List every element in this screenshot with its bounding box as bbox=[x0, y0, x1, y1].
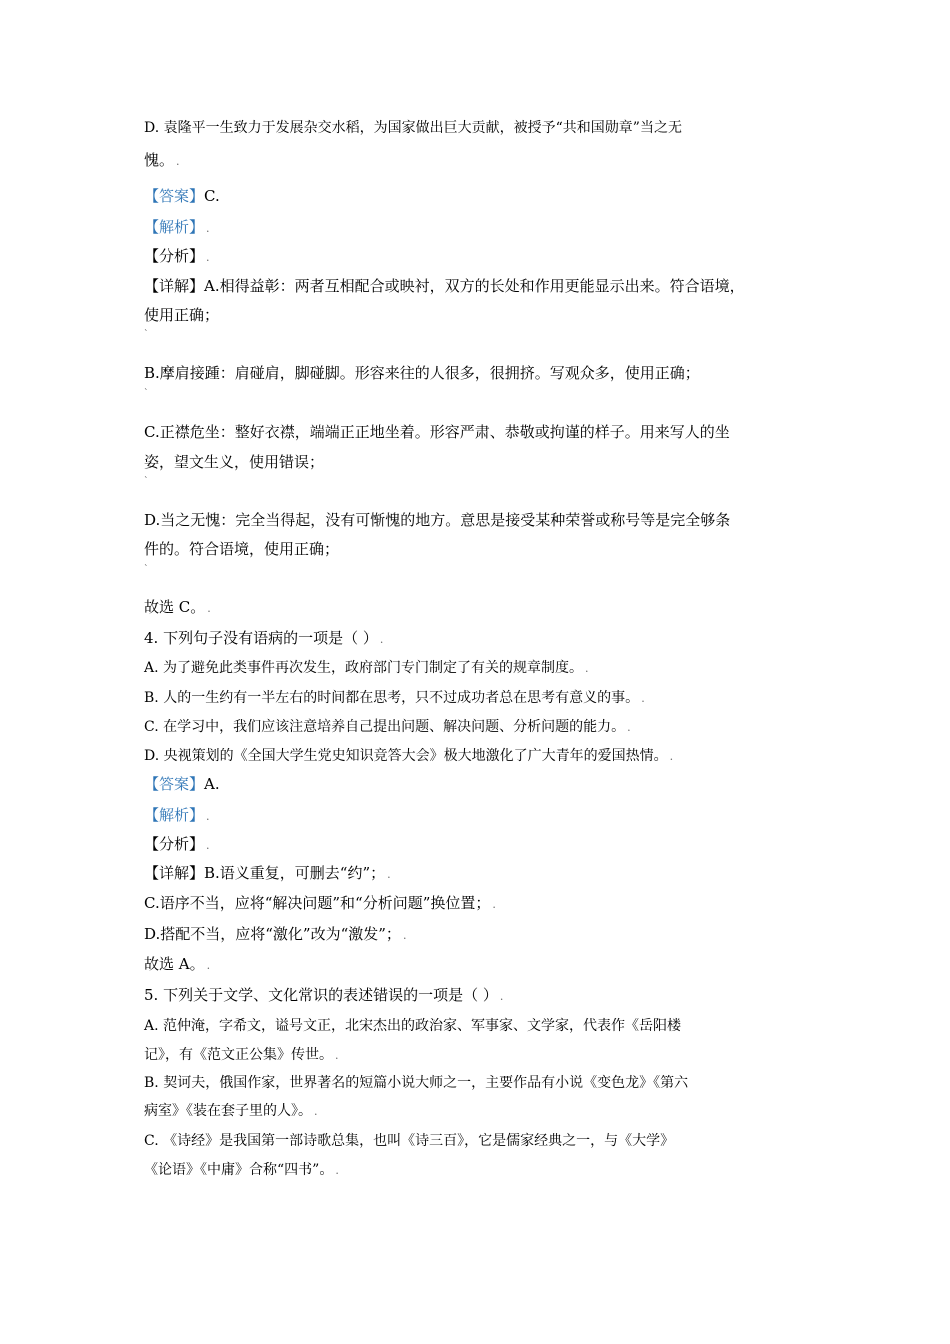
analysis-tag: 【解析】 bbox=[144, 806, 205, 824]
paragraph-mark: . bbox=[206, 959, 211, 972]
line-tick: ` bbox=[144, 330, 149, 340]
q4-option-c: C. 在学习中，我们应该注意培养自己提出问题、解决问题、分析问题的能力。 . bbox=[144, 719, 631, 735]
paragraph-mark: . bbox=[176, 155, 180, 168]
paragraph-mark: . bbox=[206, 222, 210, 235]
q4-detail-d: D.搭配不当，应将“激化”改为“激发”； . bbox=[144, 925, 407, 943]
q3-detail-c-line2: 姿，望文生义，使用错误； bbox=[144, 453, 325, 471]
paragraph-mark: . bbox=[206, 839, 210, 852]
answer-value: C. bbox=[204, 187, 220, 205]
q5-option-a-line1: A. 范仲淹，字希文，谥号文正，北宋杰出的政治家、军事家、文学家，代表作《岳阳楼 bbox=[144, 1018, 682, 1034]
q4-stem: 4. 下列句子没有语病的一项是（ ） . bbox=[144, 629, 384, 647]
paragraph-mark: . bbox=[492, 898, 496, 911]
paragraph-mark: . bbox=[314, 1105, 318, 1118]
paragraph-mark: . bbox=[206, 810, 210, 823]
detail-tag: 【详解】 bbox=[144, 864, 205, 882]
paragraph-mark: . bbox=[335, 1049, 339, 1062]
paragraph-mark: . bbox=[387, 868, 391, 881]
q5-option-b-line2: 病室》《装在套子里的人》。 . bbox=[144, 1103, 318, 1119]
q3-answer bbox=[144, 186, 220, 206]
q3-detail-c-line1: C.正襟危坐：整好衣襟，端端正正地坐着。形容严肃、恭敬或拘谨的样子。用来写人的坐 bbox=[144, 423, 730, 441]
paragraph-mark: . bbox=[641, 692, 645, 705]
q4-option-a: A. 为了避免此类事件再次发生，政府部门专门制定了有关的规章制度。 . bbox=[144, 660, 589, 676]
q3-option-d-line1: D. 袁隆平一生致力于发展杂交水稻，为国家做出巨大贡献，被授予“共和国勋章”当之无 bbox=[144, 120, 682, 136]
q4-answer bbox=[144, 774, 220, 794]
answer-tag: 【答案】 bbox=[144, 775, 205, 793]
q3-detail-d-line2: 件的。符合语境，使用正确； bbox=[144, 540, 340, 558]
paragraph-mark: . bbox=[335, 1164, 339, 1177]
paragraph-mark: . bbox=[627, 721, 631, 734]
q5-option-a-line2: 记》，有《范文正公集》传世。 . bbox=[144, 1047, 339, 1063]
analysis-tag: 【解析】 bbox=[144, 218, 205, 236]
q5-option-c-line1: C. 《诗经》是我国第一部诗歌总集，也叫《诗三百》，它是儒家经典之一，与《大学》 bbox=[144, 1133, 675, 1149]
q4-conclusion: 故选 A。 . bbox=[144, 955, 211, 973]
q3-conclusion: 故选 C。 . bbox=[144, 598, 211, 616]
detail-tag: 【详解】 bbox=[144, 277, 205, 295]
line-tick: ` bbox=[144, 565, 149, 575]
q4-option-b: B. 人的一生约有一半左右的时间都在思考，只不过成功者总在思考有意义的事。 . bbox=[144, 690, 645, 706]
q3-detail-a-line1: 【详解】A.相得益彰：两者互相配合或映衬，双方的长处和作用更能显示出来。符合语境， bbox=[144, 277, 745, 295]
paragraph-mark: . bbox=[206, 251, 210, 264]
paragraph-mark: . bbox=[585, 662, 589, 675]
q5-option-c-line2: 《论语》《中庸》合称“四书”。 . bbox=[144, 1162, 339, 1178]
paragraph-mark: . bbox=[499, 990, 504, 1003]
q4-option-d: D. 央视策划的《全国大学生党史知识竞答大会》极大地激化了广大青年的爱国热情。 . bbox=[144, 748, 674, 764]
q4-detail-b: 【详解】B.语义重复，可删去“约”； . bbox=[144, 864, 391, 882]
answer-tag: 【答案】 bbox=[144, 187, 205, 205]
q3-option-d-line2: 愧。 . bbox=[144, 151, 180, 169]
line-tick: ` bbox=[144, 477, 149, 487]
q3-fenxi: 【分析】 . bbox=[144, 247, 210, 265]
q3-analysis bbox=[144, 217, 210, 239]
q4-fenxi: 【分析】 . bbox=[144, 835, 210, 853]
q5-option-b-line1: B. 契诃夫，俄国作家，世界著名的短篇小说大师之一，主要作品有小说《变色龙》《第六 bbox=[144, 1075, 689, 1091]
line-tick: ` bbox=[144, 389, 149, 399]
q3-detail-d-line1: D.当之无愧：完全当得起，没有可惭愧的地方。意思是接受某种荣誉或称号等是完全够条 bbox=[144, 511, 731, 529]
paragraph-mark: . bbox=[379, 633, 384, 646]
paragraph-mark: . bbox=[669, 750, 674, 763]
answer-value: A. bbox=[204, 775, 220, 793]
q4-analysis bbox=[144, 805, 210, 827]
paragraph-mark: . bbox=[402, 929, 407, 942]
q3-detail-a-line2: 使用正确； bbox=[144, 306, 220, 324]
paragraph-mark: . bbox=[207, 602, 211, 615]
q5-stem: 5. 下列关于文学、文化常识的表述错误的一项是（ ） . bbox=[144, 986, 504, 1004]
q3-detail-b: B.摩肩接踵：肩碰肩，脚碰脚。形容来往的人很多，很拥挤。写观众多，使用正确； bbox=[144, 364, 700, 382]
q4-detail-c: C.语序不当，应将“解决问题”和“分析问题”换位置； . bbox=[144, 894, 496, 912]
